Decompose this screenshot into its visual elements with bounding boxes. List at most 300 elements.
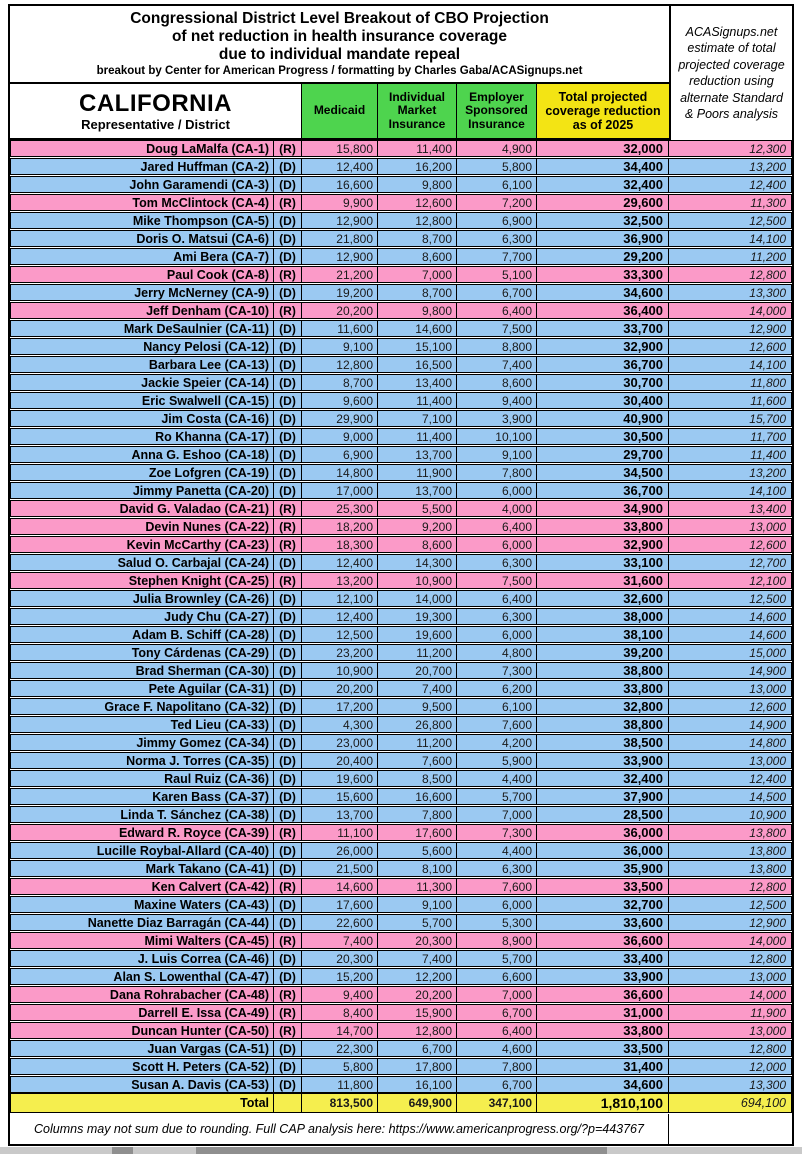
individual-market-value-cell: 7,100 xyxy=(378,410,457,427)
employer-sponsored-value-cell: 7,400 xyxy=(457,356,537,373)
party-cell: (D) xyxy=(274,338,302,355)
district-row xyxy=(10,662,792,679)
party-cell: (D) xyxy=(274,374,302,391)
sp-estimate-value-cell: 13,800 xyxy=(669,824,792,841)
employer-sponsored-value-cell: 6,100 xyxy=(457,698,537,715)
medicaid-value-cell: 14,600 xyxy=(302,878,378,895)
footnote-row xyxy=(10,1114,792,1144)
representative-name-cell: Edward R. Royce (CA-39) xyxy=(10,824,274,841)
district-row xyxy=(10,1076,792,1093)
total-projected-value-cell: 36,900 xyxy=(537,230,669,247)
medicaid-value-cell: 19,200 xyxy=(302,284,378,301)
representative-name-cell: Paul Cook (CA-8) xyxy=(10,266,274,283)
party-cell: (D) xyxy=(274,230,302,247)
representative-name-cell: Barbara Lee (CA-13) xyxy=(10,356,274,373)
district-row xyxy=(10,302,792,319)
individual-market-value-cell: 16,600 xyxy=(378,788,457,805)
individual-market-value-cell: 8,100 xyxy=(378,860,457,877)
sp-estimate-value-cell: 13,000 xyxy=(669,680,792,697)
party-cell: (R) xyxy=(274,878,302,895)
total-projected-value-cell: 36,600 xyxy=(537,932,669,949)
total-projected-value-cell: 34,600 xyxy=(537,1076,669,1093)
total-projected-value-cell: 33,500 xyxy=(537,878,669,895)
total-projected-value-cell: 32,000 xyxy=(537,140,669,157)
sp-estimate-value-cell: 12,800 xyxy=(669,950,792,967)
medicaid-value-cell: 12,400 xyxy=(302,158,378,175)
party-cell: (R) xyxy=(274,518,302,535)
individual-market-value-cell: 12,200 xyxy=(378,968,457,985)
district-row xyxy=(10,626,792,643)
header-left xyxy=(10,6,669,140)
representative-name-cell: Maxine Waters (CA-43) xyxy=(10,896,274,913)
representative-name-cell: Jeff Denham (CA-10) xyxy=(10,302,274,319)
column-header-total-projected: Total projected coverage reduction as of 2025 xyxy=(537,84,669,138)
district-row xyxy=(10,878,792,895)
total-projected-value-cell: 36,600 xyxy=(537,986,669,1003)
sp-estimate-value-cell: 11,900 xyxy=(669,1004,792,1021)
sp-estimate-value-cell: 14,000 xyxy=(669,302,792,319)
district-row xyxy=(10,1022,792,1039)
representative-name-cell: Eric Swalwell (CA-15) xyxy=(10,392,274,409)
individual-market-value-cell: 9,800 xyxy=(378,176,457,193)
title-byline: breakout by Center for American Progress / formatting by Charles Gaba/ACASignups.net xyxy=(96,64,583,77)
sp-estimate-value-cell: 12,400 xyxy=(669,176,792,193)
party-cell: (D) xyxy=(274,482,302,499)
medicaid-value-cell: 12,400 xyxy=(302,554,378,571)
total-projected-value-cell: 40,900 xyxy=(537,410,669,427)
district-row xyxy=(10,914,792,931)
individual-market-value-cell: 19,300 xyxy=(378,608,457,625)
total-projected-cell: 1,810,100 xyxy=(537,1093,669,1113)
employer-sponsored-value-cell: 6,000 xyxy=(457,536,537,553)
sp-estimate-value-cell: 11,600 xyxy=(669,392,792,409)
medicaid-value-cell: 9,400 xyxy=(302,986,378,1003)
employer-sponsored-value-cell: 4,400 xyxy=(457,770,537,787)
state-name: CALIFORNIA xyxy=(79,89,232,117)
sp-estimate-value-cell: 12,500 xyxy=(669,896,792,913)
medicaid-value-cell: 12,900 xyxy=(302,248,378,265)
individual-market-value-cell: 26,800 xyxy=(378,716,457,733)
party-cell: (D) xyxy=(274,716,302,733)
scrollbar-thumb[interactable] xyxy=(196,1147,607,1154)
representative-name-cell: J. Luis Correa (CA-46) xyxy=(10,950,274,967)
footnote-blank-cell xyxy=(669,1114,792,1144)
total-projected-value-cell: 31,400 xyxy=(537,1058,669,1075)
sp-estimate-value-cell: 12,000 xyxy=(669,1058,792,1075)
sp-estimate-value-cell: 13,000 xyxy=(669,518,792,535)
district-row xyxy=(10,932,792,949)
medicaid-value-cell: 29,900 xyxy=(302,410,378,427)
medicaid-value-cell: 19,600 xyxy=(302,770,378,787)
party-cell: (D) xyxy=(274,788,302,805)
employer-sponsored-value-cell: 7,300 xyxy=(457,662,537,679)
representative-name-cell: Mimi Walters (CA-45) xyxy=(10,932,274,949)
scrollbar-segment-left[interactable] xyxy=(112,1147,133,1154)
total-projected-value-cell: 29,200 xyxy=(537,248,669,265)
individual-market-value-cell: 9,200 xyxy=(378,518,457,535)
party-cell: (R) xyxy=(274,536,302,553)
representative-name-cell: Mark DeSaulnier (CA-11) xyxy=(10,320,274,337)
individual-market-value-cell: 16,100 xyxy=(378,1076,457,1093)
party-cell: (D) xyxy=(274,410,302,427)
individual-market-value-cell: 13,400 xyxy=(378,374,457,391)
medicaid-value-cell: 10,900 xyxy=(302,662,378,679)
district-row xyxy=(10,320,792,337)
party-cell: (D) xyxy=(274,734,302,751)
sp-estimate-value-cell: 11,700 xyxy=(669,428,792,445)
total-projected-value-cell: 34,400 xyxy=(537,158,669,175)
individual-market-value-cell: 7,400 xyxy=(378,680,457,697)
title-block xyxy=(10,6,669,84)
employer-sponsored-value-cell: 6,400 xyxy=(457,518,537,535)
party-cell: (R) xyxy=(274,824,302,841)
employer-sponsored-value-cell: 4,400 xyxy=(457,842,537,859)
total-projected-value-cell: 34,500 xyxy=(537,464,669,481)
sp-estimate-value-cell: 12,100 xyxy=(669,572,792,589)
sp-estimate-value-cell: 15,700 xyxy=(669,410,792,427)
representative-name-cell: Jackie Speier (CA-14) xyxy=(10,374,274,391)
sp-estimate-value-cell: 14,600 xyxy=(669,626,792,643)
employer-sponsored-value-cell: 6,000 xyxy=(457,896,537,913)
medicaid-value-cell: 4,300 xyxy=(302,716,378,733)
individual-market-value-cell: 5,700 xyxy=(378,914,457,931)
individual-market-value-cell: 14,600 xyxy=(378,320,457,337)
medicaid-value-cell: 14,700 xyxy=(302,1022,378,1039)
employer-sponsored-value-cell: 7,800 xyxy=(457,1058,537,1075)
district-row xyxy=(10,770,792,787)
district-row xyxy=(10,176,792,193)
representative-name-cell: Grace F. Napolitano (CA-32) xyxy=(10,698,274,715)
party-cell: (D) xyxy=(274,950,302,967)
representative-name-cell: Scott H. Peters (CA-52) xyxy=(10,1058,274,1075)
sp-estimate-value-cell: 12,600 xyxy=(669,536,792,553)
total-projected-value-cell: 32,500 xyxy=(537,212,669,229)
medicaid-value-cell: 8,700 xyxy=(302,374,378,391)
individual-market-value-cell: 8,600 xyxy=(378,248,457,265)
party-cell: (D) xyxy=(274,392,302,409)
employer-sponsored-value-cell: 5,100 xyxy=(457,266,537,283)
individual-market-value-cell: 17,600 xyxy=(378,824,457,841)
total-projected-value-cell: 33,800 xyxy=(537,1022,669,1039)
party-cell: (D) xyxy=(274,158,302,175)
district-row xyxy=(10,374,792,391)
representative-name-cell: Julia Brownley (CA-26) xyxy=(10,590,274,607)
total-projected-value-cell: 38,000 xyxy=(537,608,669,625)
representative-name-cell: Jim Costa (CA-16) xyxy=(10,410,274,427)
representative-name-cell: Kevin McCarthy (CA-23) xyxy=(10,536,274,553)
representative-name-cell: Lucille Roybal-Allard (CA-40) xyxy=(10,842,274,859)
employer-sponsored-value-cell: 6,700 xyxy=(457,284,537,301)
employer-sponsored-value-cell: 4,600 xyxy=(457,1040,537,1057)
total-projected-value-cell: 33,900 xyxy=(537,968,669,985)
employer-sponsored-value-cell: 7,000 xyxy=(457,806,537,823)
party-cell: (D) xyxy=(274,1040,302,1057)
representative-name-cell: Ami Bera (CA-7) xyxy=(10,248,274,265)
medicaid-value-cell: 21,800 xyxy=(302,230,378,247)
employer-sponsored-value-cell: 7,600 xyxy=(457,878,537,895)
district-row xyxy=(10,266,792,283)
party-cell: (D) xyxy=(274,662,302,679)
sp-estimate-value-cell: 12,800 xyxy=(669,1040,792,1057)
individual-market-value-cell: 11,300 xyxy=(378,878,457,895)
party-cell: (D) xyxy=(274,248,302,265)
employer-sponsored-value-cell: 5,900 xyxy=(457,752,537,769)
party-cell: (R) xyxy=(274,302,302,319)
title-line-3: due to individual mandate repeal xyxy=(218,45,461,63)
medicaid-value-cell: 9,600 xyxy=(302,392,378,409)
medicaid-value-cell: 15,600 xyxy=(302,788,378,805)
medicaid-value-cell: 21,500 xyxy=(302,860,378,877)
employer-sponsored-value-cell: 4,900 xyxy=(457,140,537,157)
representative-name-cell: Mark Takano (CA-41) xyxy=(10,860,274,877)
employer-sponsored-value-cell: 6,300 xyxy=(457,554,537,571)
employer-sponsored-value-cell: 10,100 xyxy=(457,428,537,445)
district-row xyxy=(10,752,792,769)
total-projected-value-cell: 32,700 xyxy=(537,896,669,913)
individual-market-value-cell: 7,000 xyxy=(378,266,457,283)
representative-name-cell: Judy Chu (CA-27) xyxy=(10,608,274,625)
sp-estimate-value-cell: 13,800 xyxy=(669,842,792,859)
individual-market-value-cell: 6,700 xyxy=(378,1040,457,1057)
district-row xyxy=(10,554,792,571)
column-header-medicaid: Medicaid xyxy=(302,84,378,138)
sp-estimate-value-cell: 14,900 xyxy=(669,662,792,679)
representative-name-cell: Jared Huffman (CA-2) xyxy=(10,158,274,175)
employer-sponsored-value-cell: 6,300 xyxy=(457,860,537,877)
sp-estimate-value-cell: 14,500 xyxy=(669,788,792,805)
medicaid-value-cell: 17,200 xyxy=(302,698,378,715)
individual-market-value-cell: 12,800 xyxy=(378,1022,457,1039)
employer-sponsored-value-cell: 5,300 xyxy=(457,914,537,931)
party-cell: (D) xyxy=(274,446,302,463)
representative-name-cell: Nanette Diaz Barragán (CA-44) xyxy=(10,914,274,931)
district-row xyxy=(10,1058,792,1075)
district-row xyxy=(10,1004,792,1021)
sp-estimate-value-cell: 12,600 xyxy=(669,698,792,715)
medicaid-value-cell: 23,200 xyxy=(302,644,378,661)
district-row xyxy=(10,860,792,877)
total-projected-value-cell: 38,800 xyxy=(537,716,669,733)
party-cell: (R) xyxy=(274,266,302,283)
individual-market-value-cell: 9,500 xyxy=(378,698,457,715)
total-party-cell xyxy=(274,1093,302,1113)
total-individual-cell: 649,900 xyxy=(378,1093,457,1113)
cbo-projection-table xyxy=(8,4,794,1146)
representative-name-cell: Karen Bass (CA-37) xyxy=(10,788,274,805)
party-cell: (D) xyxy=(274,680,302,697)
medicaid-value-cell: 7,400 xyxy=(302,932,378,949)
employer-sponsored-value-cell: 6,000 xyxy=(457,626,537,643)
table-body xyxy=(10,140,792,1093)
total-label-cell: Total xyxy=(10,1093,274,1113)
medicaid-value-cell: 6,900 xyxy=(302,446,378,463)
representative-name-cell: Linda T. Sánchez (CA-38) xyxy=(10,806,274,823)
individual-market-value-cell: 11,400 xyxy=(378,140,457,157)
medicaid-value-cell: 20,400 xyxy=(302,752,378,769)
district-row xyxy=(10,338,792,355)
representative-name-cell: Raul Ruiz (CA-36) xyxy=(10,770,274,787)
employer-sponsored-value-cell: 8,600 xyxy=(457,374,537,391)
sp-estimate-value-cell: 14,600 xyxy=(669,608,792,625)
medicaid-value-cell: 9,000 xyxy=(302,428,378,445)
total-projected-value-cell: 35,900 xyxy=(537,860,669,877)
total-projected-value-cell: 32,600 xyxy=(537,590,669,607)
district-row xyxy=(10,248,792,265)
representative-name-cell: Dana Rohrabacher (CA-48) xyxy=(10,986,274,1003)
medicaid-value-cell: 15,200 xyxy=(302,968,378,985)
representative-name-cell: Stephen Knight (CA-25) xyxy=(10,572,274,589)
party-cell: (D) xyxy=(274,698,302,715)
district-row xyxy=(10,968,792,985)
district-row xyxy=(10,608,792,625)
district-row xyxy=(10,500,792,517)
district-row xyxy=(10,212,792,229)
district-row xyxy=(10,446,792,463)
district-row xyxy=(10,392,792,409)
district-row xyxy=(10,464,792,481)
party-cell: (D) xyxy=(274,1058,302,1075)
title-line-1: Congressional District Level Breakout of CBO Projection xyxy=(130,9,549,27)
horizontal-scrollbar[interactable] xyxy=(0,1147,802,1154)
party-cell: (R) xyxy=(274,194,302,211)
individual-market-value-cell: 12,800 xyxy=(378,212,457,229)
total-projected-value-cell: 36,700 xyxy=(537,482,669,499)
total-projected-value-cell: 29,700 xyxy=(537,446,669,463)
party-cell: (D) xyxy=(274,356,302,373)
district-row xyxy=(10,428,792,445)
representative-name-cell: Doris O. Matsui (CA-6) xyxy=(10,230,274,247)
medicaid-value-cell: 12,400 xyxy=(302,608,378,625)
employer-sponsored-value-cell: 4,000 xyxy=(457,500,537,517)
representative-name-cell: Nancy Pelosi (CA-12) xyxy=(10,338,274,355)
medicaid-value-cell: 22,600 xyxy=(302,914,378,931)
individual-market-value-cell: 13,700 xyxy=(378,482,457,499)
individual-market-value-cell: 11,900 xyxy=(378,464,457,481)
sp-estimate-value-cell: 14,100 xyxy=(669,230,792,247)
party-cell: (R) xyxy=(274,572,302,589)
sp-estimate-value-cell: 12,400 xyxy=(669,770,792,787)
individual-market-value-cell: 11,400 xyxy=(378,428,457,445)
medicaid-value-cell: 12,100 xyxy=(302,590,378,607)
individual-market-value-cell: 17,800 xyxy=(378,1058,457,1075)
total-projected-value-cell: 33,100 xyxy=(537,554,669,571)
medicaid-value-cell: 21,200 xyxy=(302,266,378,283)
representative-name-cell: Ro Khanna (CA-17) xyxy=(10,428,274,445)
representative-name-cell: Ted Lieu (CA-33) xyxy=(10,716,274,733)
total-medicaid-cell: 813,500 xyxy=(302,1093,378,1113)
representative-name-cell: John Garamendi (CA-3) xyxy=(10,176,274,193)
employer-sponsored-value-cell: 4,200 xyxy=(457,734,537,751)
individual-market-value-cell: 15,900 xyxy=(378,1004,457,1021)
total-projected-value-cell: 28,500 xyxy=(537,806,669,823)
individual-market-value-cell: 5,500 xyxy=(378,500,457,517)
employer-sponsored-value-cell: 9,100 xyxy=(457,446,537,463)
medicaid-value-cell: 11,800 xyxy=(302,1076,378,1093)
sp-estimate-value-cell: 13,000 xyxy=(669,1022,792,1039)
medicaid-value-cell: 12,900 xyxy=(302,212,378,229)
sp-estimate-value-cell: 12,800 xyxy=(669,878,792,895)
sp-estimate-value-cell: 14,800 xyxy=(669,734,792,751)
individual-market-value-cell: 15,100 xyxy=(378,338,457,355)
individual-market-value-cell: 14,300 xyxy=(378,554,457,571)
sp-estimate-value-cell: 13,200 xyxy=(669,464,792,481)
individual-market-value-cell: 20,300 xyxy=(378,932,457,949)
district-row xyxy=(10,734,792,751)
party-cell: (R) xyxy=(274,1022,302,1039)
district-row xyxy=(10,284,792,301)
party-cell: (D) xyxy=(274,626,302,643)
total-sp-estimate-cell: 694,100 xyxy=(669,1093,792,1113)
employer-sponsored-value-cell: 7,700 xyxy=(457,248,537,265)
individual-market-value-cell: 20,200 xyxy=(378,986,457,1003)
medicaid-value-cell: 20,300 xyxy=(302,950,378,967)
total-projected-value-cell: 33,300 xyxy=(537,266,669,283)
party-cell: (D) xyxy=(274,176,302,193)
employer-sponsored-value-cell: 8,900 xyxy=(457,932,537,949)
sp-estimate-value-cell: 13,200 xyxy=(669,158,792,175)
total-projected-value-cell: 36,400 xyxy=(537,302,669,319)
employer-sponsored-value-cell: 3,900 xyxy=(457,410,537,427)
sp-estimate-value-cell: 12,500 xyxy=(669,590,792,607)
individual-market-value-cell: 8,700 xyxy=(378,230,457,247)
party-cell: (D) xyxy=(274,896,302,913)
party-cell: (D) xyxy=(274,320,302,337)
medicaid-value-cell: 13,700 xyxy=(302,806,378,823)
party-cell: (R) xyxy=(274,500,302,517)
column-header-employer-sponsored: Employer Sponsored Insurance xyxy=(457,84,537,138)
employer-sponsored-value-cell: 6,600 xyxy=(457,968,537,985)
medicaid-value-cell: 26,000 xyxy=(302,842,378,859)
party-cell: (D) xyxy=(274,770,302,787)
representative-name-cell: Brad Sherman (CA-30) xyxy=(10,662,274,679)
medicaid-value-cell: 11,600 xyxy=(302,320,378,337)
representative-name-cell: Tony Cárdenas (CA-29) xyxy=(10,644,274,661)
total-projected-value-cell: 33,800 xyxy=(537,680,669,697)
district-row xyxy=(10,230,792,247)
employer-sponsored-value-cell: 5,800 xyxy=(457,158,537,175)
representative-name-cell: Duncan Hunter (CA-50) xyxy=(10,1022,274,1039)
total-projected-value-cell: 38,100 xyxy=(537,626,669,643)
sp-estimate-value-cell: 14,100 xyxy=(669,482,792,499)
representative-name-cell: Darrell E. Issa (CA-49) xyxy=(10,1004,274,1021)
district-row xyxy=(10,824,792,841)
total-projected-value-cell: 36,000 xyxy=(537,824,669,841)
sp-estimate-value-cell: 13,400 xyxy=(669,500,792,517)
total-projected-value-cell: 33,400 xyxy=(537,950,669,967)
individual-market-value-cell: 11,200 xyxy=(378,644,457,661)
total-projected-value-cell: 34,900 xyxy=(537,500,669,517)
employer-sponsored-value-cell: 7,600 xyxy=(457,716,537,733)
total-projected-value-cell: 39,200 xyxy=(537,644,669,661)
medicaid-value-cell: 17,000 xyxy=(302,482,378,499)
employer-sponsored-value-cell: 5,700 xyxy=(457,950,537,967)
employer-sponsored-value-cell: 4,800 xyxy=(457,644,537,661)
total-projected-value-cell: 30,700 xyxy=(537,374,669,391)
sp-estimate-value-cell: 13,300 xyxy=(669,1076,792,1093)
party-cell: (R) xyxy=(274,140,302,157)
sp-estimate-value-cell: 14,000 xyxy=(669,986,792,1003)
district-row xyxy=(10,356,792,373)
representative-name-cell: Norma J. Torres (CA-35) xyxy=(10,752,274,769)
representative-name-cell: Mike Thompson (CA-5) xyxy=(10,212,274,229)
employer-sponsored-value-cell: 6,700 xyxy=(457,1076,537,1093)
district-row xyxy=(10,590,792,607)
employer-sponsored-value-cell: 6,300 xyxy=(457,608,537,625)
total-projected-value-cell: 32,800 xyxy=(537,698,669,715)
total-projected-value-cell: 33,800 xyxy=(537,518,669,535)
sp-estimate-value-cell: 13,800 xyxy=(669,860,792,877)
sp-estimate-value-cell: 14,900 xyxy=(669,716,792,733)
